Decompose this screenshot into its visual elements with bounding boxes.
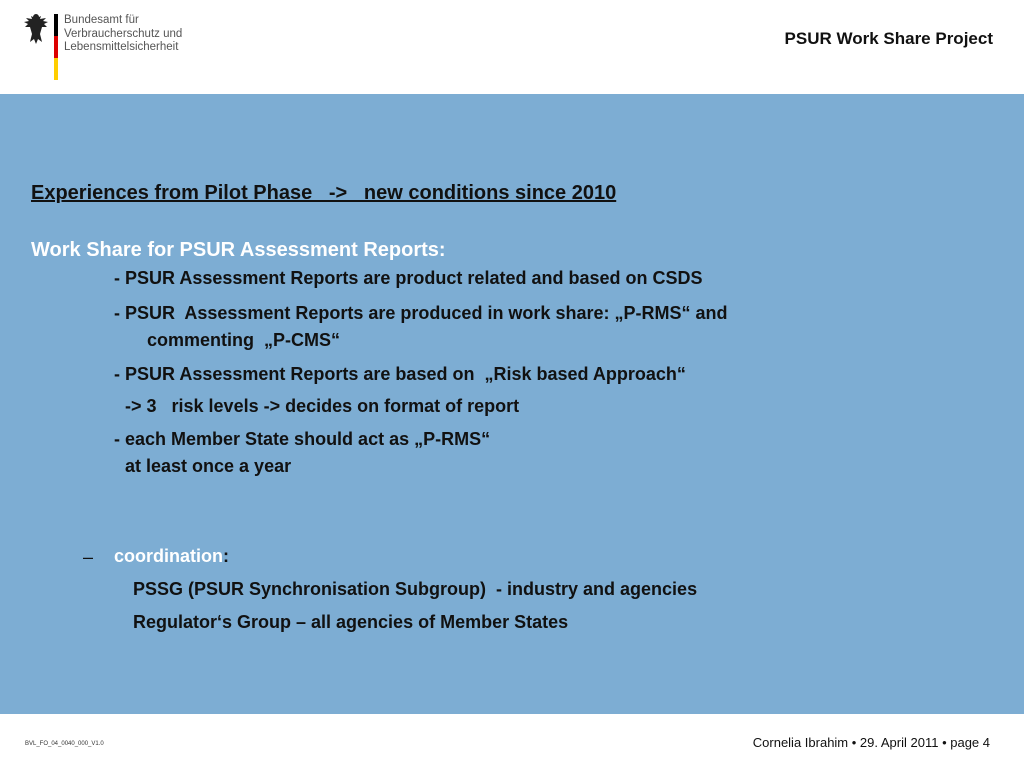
flag-stripe-black xyxy=(54,14,58,36)
org-line: Verbraucherschutz und xyxy=(64,27,183,40)
point-line: - PSUR Assessment Reports are based on „Risk based Approach“ xyxy=(114,364,686,384)
point-line-continuation: commenting „P-CMS“ xyxy=(147,330,341,350)
point-line: - PSUR Assessment Reports are produced in work share: „P-RMS“ and xyxy=(114,303,728,323)
german-flag-bar xyxy=(54,14,58,80)
footer-credit: Cornelia Ibrahim • 29. April 2011 • page 4 xyxy=(752,735,990,750)
point-line: -> 3 risk levels -> decides on format of report xyxy=(125,396,520,416)
federal-eagle-icon xyxy=(22,12,50,46)
point-line-continuation: at least once a year xyxy=(125,456,292,476)
slide-header xyxy=(0,0,1024,94)
document-id: BVL_FO_04_0040_000_V1.0 xyxy=(25,741,104,747)
org-line: Lebensmittelsicherheit xyxy=(64,41,179,53)
coordination-item: Regulator‘s Group – all agencies of Member States xyxy=(133,612,569,632)
bullet-dash: – xyxy=(83,547,94,567)
slide-footer xyxy=(0,714,1024,768)
organization-name xyxy=(64,14,182,55)
slide-heading: Experiences from Pilot Phase -> new conditions since 2010 xyxy=(31,182,617,204)
coordination-item: PSSG (PSUR Synchronisation Subgroup) - industry and agencies xyxy=(133,579,698,599)
flag-stripe-red xyxy=(54,36,58,58)
coordination-label xyxy=(114,546,229,567)
section-subheading: Work Share for PSUR Assessment Reports: xyxy=(31,239,446,261)
project-title: PSUR Work Share Project xyxy=(784,29,993,48)
point-line: - PSUR Assessment Reports are product related and based on CSDS xyxy=(114,268,703,288)
point-line: - each Member State should act as „P-RMS“ xyxy=(114,429,491,449)
coordination-colon: : xyxy=(223,546,229,566)
coordination-word: coordination xyxy=(114,546,223,566)
flag-stripe-gold xyxy=(54,58,58,80)
content-panel xyxy=(0,94,1024,714)
org-line: Bundesamt für xyxy=(64,14,139,26)
